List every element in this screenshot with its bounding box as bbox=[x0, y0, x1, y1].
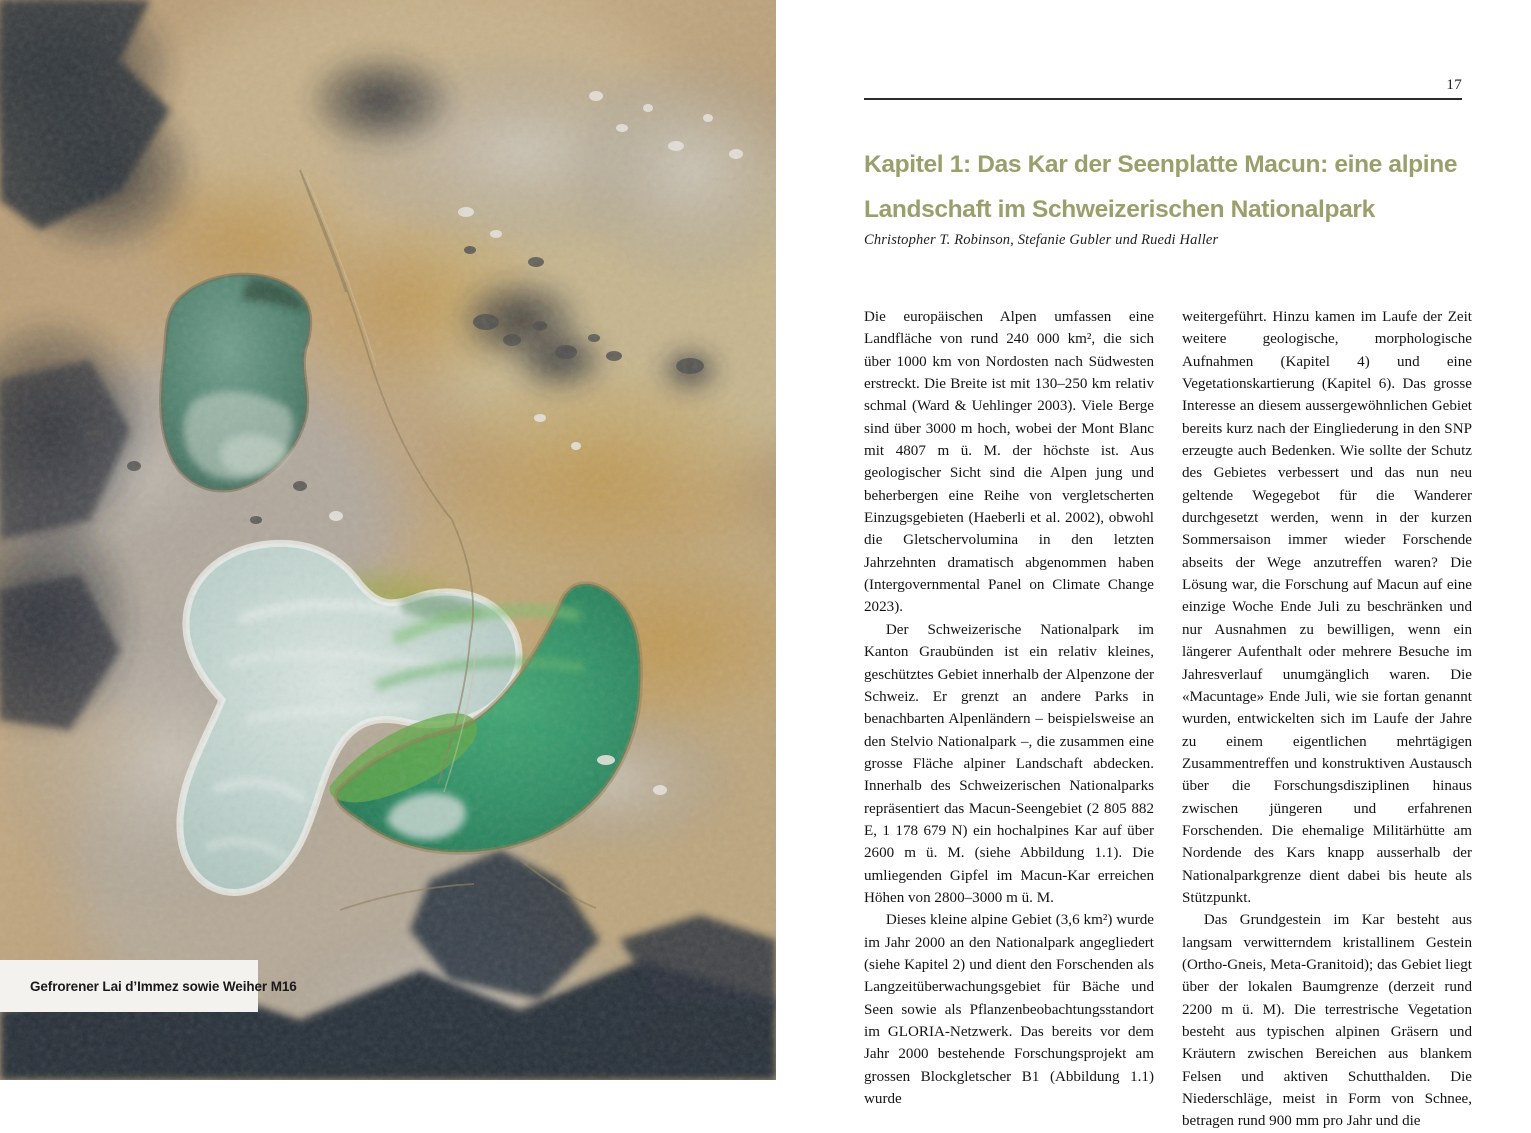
paragraph: Der Schweizerische Nationalpark im Kanton Graubünden ist ein relativ kleines, geschütztes Gebiet innerhalb der Alpenzone der Schweiz. Er grenzt an andere Parks in benachbarten Alpenländern – beispielsweise an den Stelvio Nationalpark –, die zusammen eine grosse Fläche alpiner Landschaft abdecken. Innerhalb des Schweizerischen Nationalparks repräsentiert das Macun-Seengebiet (2 805 882 E, 1 178 679 N) ein hochalpines Kar auf über 2600 m ü. M. (siehe Abbildung 1.1). Die umliegenden Gipfel im Macun-Kar erreichen Höhen von 2800–3000 m ü. M. bbox=[864, 621, 1154, 906]
chapter-title-line-2: Landschaft im Schweizerischen Nationalpark bbox=[864, 196, 1375, 224]
header-rule bbox=[864, 98, 1462, 100]
photo-caption-box bbox=[0, 960, 297, 1012]
photo-page bbox=[0, 0, 776, 1080]
body-text bbox=[864, 306, 1472, 1130]
author-byline: Christopher T. Robinson, Stefanie Gubler und Ruedi Haller bbox=[864, 232, 1219, 248]
page-number: 17 bbox=[1446, 77, 1462, 93]
chapter-title bbox=[864, 142, 1464, 232]
chapter-title-line-1: Kapitel 1: Das Kar der Seenplatte Macun: eine alpine bbox=[864, 151, 1458, 179]
paragraph: Die europäischen Alpen umfassen eine Landfläche von rund 240 000 km², die sich über 1000 km von Nordosten nach Südwesten erstreckt. Die Breite ist mit 130–250 km relativ schmal (Ward & Uehlinger 2003). Viele Berge sind über 3000 m hoch, wobei der Mont Blanc mit 4807 m ü. M. der höchste ist. Aus geologischer Sicht sind die Alpen jung und beherbergen eine Reihe von vergletscherten Einzugsgebieten (Haeberli et al. 2002), obwohl die Gletschervolumina in den letzten Jahrzehnten dramatisch abgenommen haben (Intergovernmental Panel on Climate Change 2023). bbox=[864, 309, 1154, 616]
body-column-right bbox=[1182, 306, 1472, 1130]
paragraph: weitergeführt. Hinzu kamen im Laufe der Zeit weitere geologische, morphologische Aufnahmen (Kapitel 4) und eine Vegetationskartierung (Kapitel 6). Das grosse Interesse an diesem aussergewöhnlichen Gebiet bereits kurz nach der Eingliederung in den SNP erzeugte auch Bedenken. Wie sollte der Schutz des Gebietes verbessert und das nun neu geltende Wegegebot für die Wanderer durchgesetzt werden, wenn in der kurzen Sommersaison immer wieder Forschende abseits der Wege anzutreffen waren? Die Lösung war, die Forschung auf Macun auf eine einzige Woche Ende Juli zu beschränken und nur Ausnahmen zu bewilligen, wenn ein längerer Aufenthalt oder mehrere Besuche im Jahresverlauf unumgänglich waren. Die «Macuntage» Ende Juli, wie sie fortan genannt wurden, entwickelten sich im Laufe der Jahre zu einem eigentlichen mehrtägigen Zusammentreffen und konstruktiven Austausch über die Forschungsdisziplinen hinaus zwischen jüngeren und erfahrenen Forschenden. Die ehemalige Militärhütte am Nordende des Kars knapp ausserhalb der Nationalparkgrenze dient dabei bis heute als Stützpunkt. bbox=[1182, 309, 1472, 906]
paragraph: Das Grundgestein im Kar besteht aus langsam verwitterndem kristallinem Gestein (Ortho-Gneis, Meta-Granitoid); das Gebiet liegt über der lokalen Baumgrenze (derzeit rund 2200 m ü. M). Die terrestrische Vegetation besteht aus typischen alpinen Gräsern und Kräutern zwischen Bereichen aus blankem Felsen und aktiven Schutthalden. Die Niederschläge, meist in Form von Schnee, betragen rund 900 mm pro Jahr und die bbox=[1182, 912, 1472, 1130]
photo-caption-text: Gefrorener Lai d’Immez sowie Weiher M16 bbox=[30, 978, 297, 994]
page-header bbox=[864, 78, 1462, 100]
body-column-left bbox=[864, 306, 1154, 1108]
text-page bbox=[776, 0, 1531, 1130]
aerial-photo-macun-lakes bbox=[0, 0, 776, 1080]
paragraph: Dieses kleine alpine Gebiet (3,6 km²) wurde im Jahr 2000 an den Nationalpark angegliedert (siehe Kapitel 2) und dient den Forschenden als Langzeitüberwachungsgebiet für Bäche und Seen sowie als Pflanzenbeobachtungsstandort im GLORIA-Netzwerk. Das bereits vor dem Jahr 2000 bestehende Forschungsprojekt am grossen Blockgletscher B1 (Abbildung 1.1) wurde bbox=[864, 912, 1154, 1108]
